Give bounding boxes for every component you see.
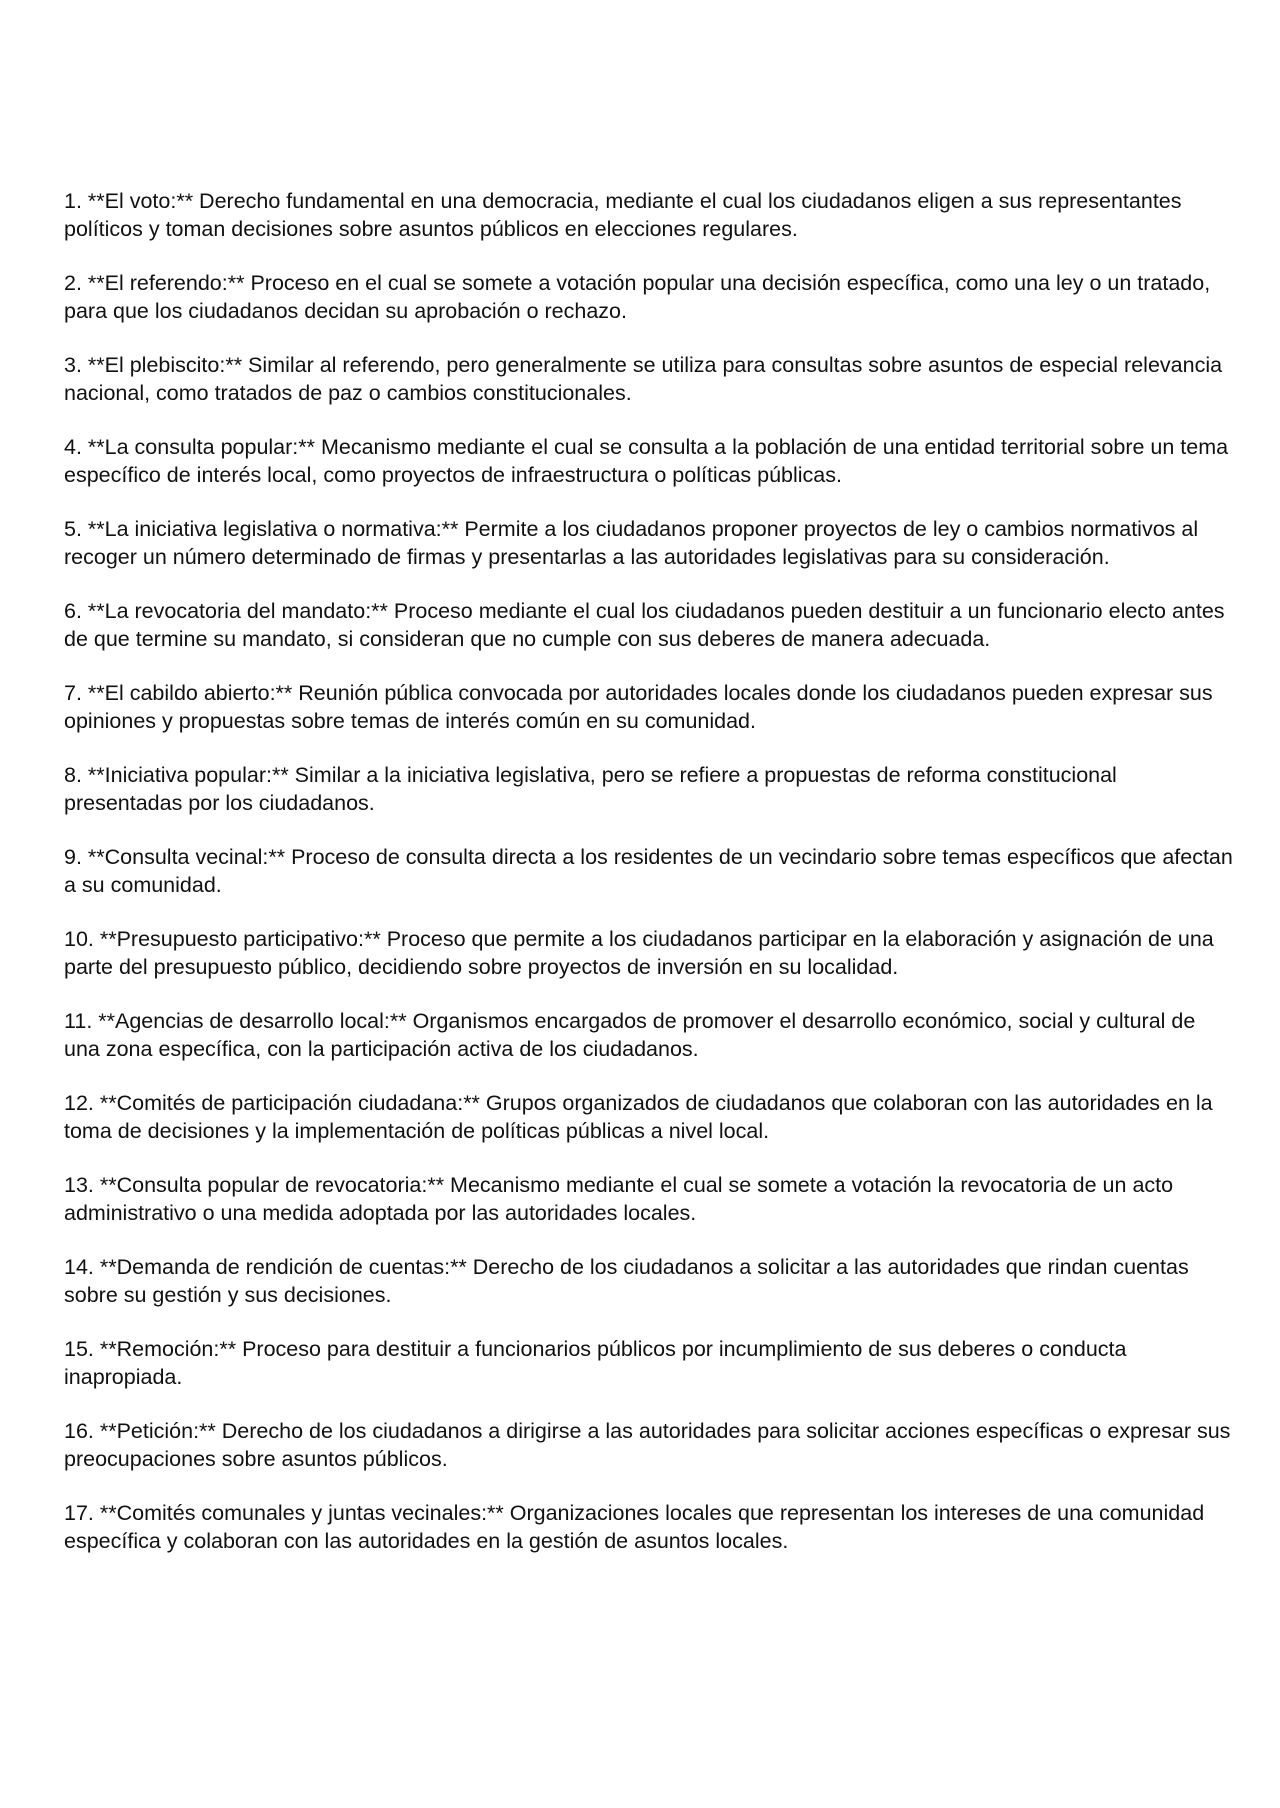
list-item-5: 5. **La iniciativa legislativa o normativa:** Permite a los ciudadanos proponer proyectos de ley o cambios normativos al recoger un número determinado de firmas y presentarlas a las autoridades legislativas para su consideración. [64, 517, 1199, 569]
list-item-8: 8. **Iniciativa popular:** Similar a la iniciativa legislativa, pero se refiere a propuestas de reforma constitucional presentadas por los ciudadanos. [64, 763, 1117, 815]
list-item-13: 13. **Consulta popular de revocatoria:** Mecanismo mediante el cual se somete a votación la revocatoria de un acto administrativo o una medida adoptada por las autoridades locales. [64, 1173, 1174, 1225]
list-item-9: 9. **Consulta vecinal:** Proceso de consulta directa a los residentes de un vecindario sobre temas específicos que afectan a su comunidad. [64, 845, 1233, 897]
list-item-12: 12. **Comités de participación ciudadana:** Grupos organizados de ciudadanos que colaboran con las autoridades en la toma de decisiones y la implementación de políticas públicas a nivel local. [64, 1091, 1213, 1143]
list-item-1: 1. **El voto:** Derecho fundamental en una democracia, mediante el cual los ciudadanos eligen a sus representantes políticos y toman decisiones sobre asuntos públicos en elecciones regulares. [64, 189, 1182, 241]
list-item-15: 15. **Remoción:** Proceso para destituir a funcionarios públicos por incumplimiento de sus deberes o conducta inapropiada. [64, 1337, 1127, 1389]
list-item-2: 2. **El referendo:** Proceso en el cual se somete a votación popular una decisión específica, como una ley o un tratado, para que los ciudadanos decidan su aprobación o rechazo. [64, 271, 1211, 323]
document-body [64, 187, 1234, 1581]
list-item-7: 7. **El cabildo abierto:** Reunión pública convocada por autoridades locales donde los ciudadanos pueden expresar sus opiniones y propuestas sobre temas de interés común en su comunidad. [64, 681, 1213, 733]
list-item-16: 16. **Petición:** Derecho de los ciudadanos a dirigirse a las autoridades para solicitar acciones específicas o expresar sus preocupaciones sobre asuntos públicos. [64, 1419, 1231, 1471]
list-item-6: 6. **La revocatoria del mandato:** Proceso mediante el cual los ciudadanos pueden destituir a un funcionario electo antes de que termine su mandato, si consideran que no cumple con sus deberes de manera adecuada. [64, 599, 1225, 651]
list-item-11: 11. **Agencias de desarrollo local:** Organismos encargados de promover el desarrollo económico, social y cultural de una zona específica, con la participación activa de los ciudadanos. [64, 1009, 1196, 1061]
list-item-17: 17. **Comités comunales y juntas vecinales:** Organizaciones locales que representan los intereses de una comunidad específica y colaboran con las autoridades en la gestión de asuntos locales. [64, 1501, 1205, 1553]
list-item-3: 3. **El plebiscito:** Similar al referendo, pero generalmente se utiliza para consultas sobre asuntos de especial relevancia nacional, como tratados de paz o cambios constitucionales. [64, 353, 1223, 405]
list-item-10: 10. **Presupuesto participativo:** Proceso que permite a los ciudadanos participar en la elaboración y asignación de una parte del presupuesto público, decidiendo sobre proyectos de inversión en su localidad. [64, 927, 1214, 979]
list-item-4: 4. **La consulta popular:** Mecanismo mediante el cual se consulta a la población de una entidad territorial sobre un tema específico de interés local, como proyectos de infraestructura o políticas públicas. [64, 435, 1229, 487]
list-item-14: 14. **Demanda de rendición de cuentas:** Derecho de los ciudadanos a solicitar a las autoridades que rindan cuentas sobre su gestión y sus decisiones. [64, 1255, 1189, 1307]
